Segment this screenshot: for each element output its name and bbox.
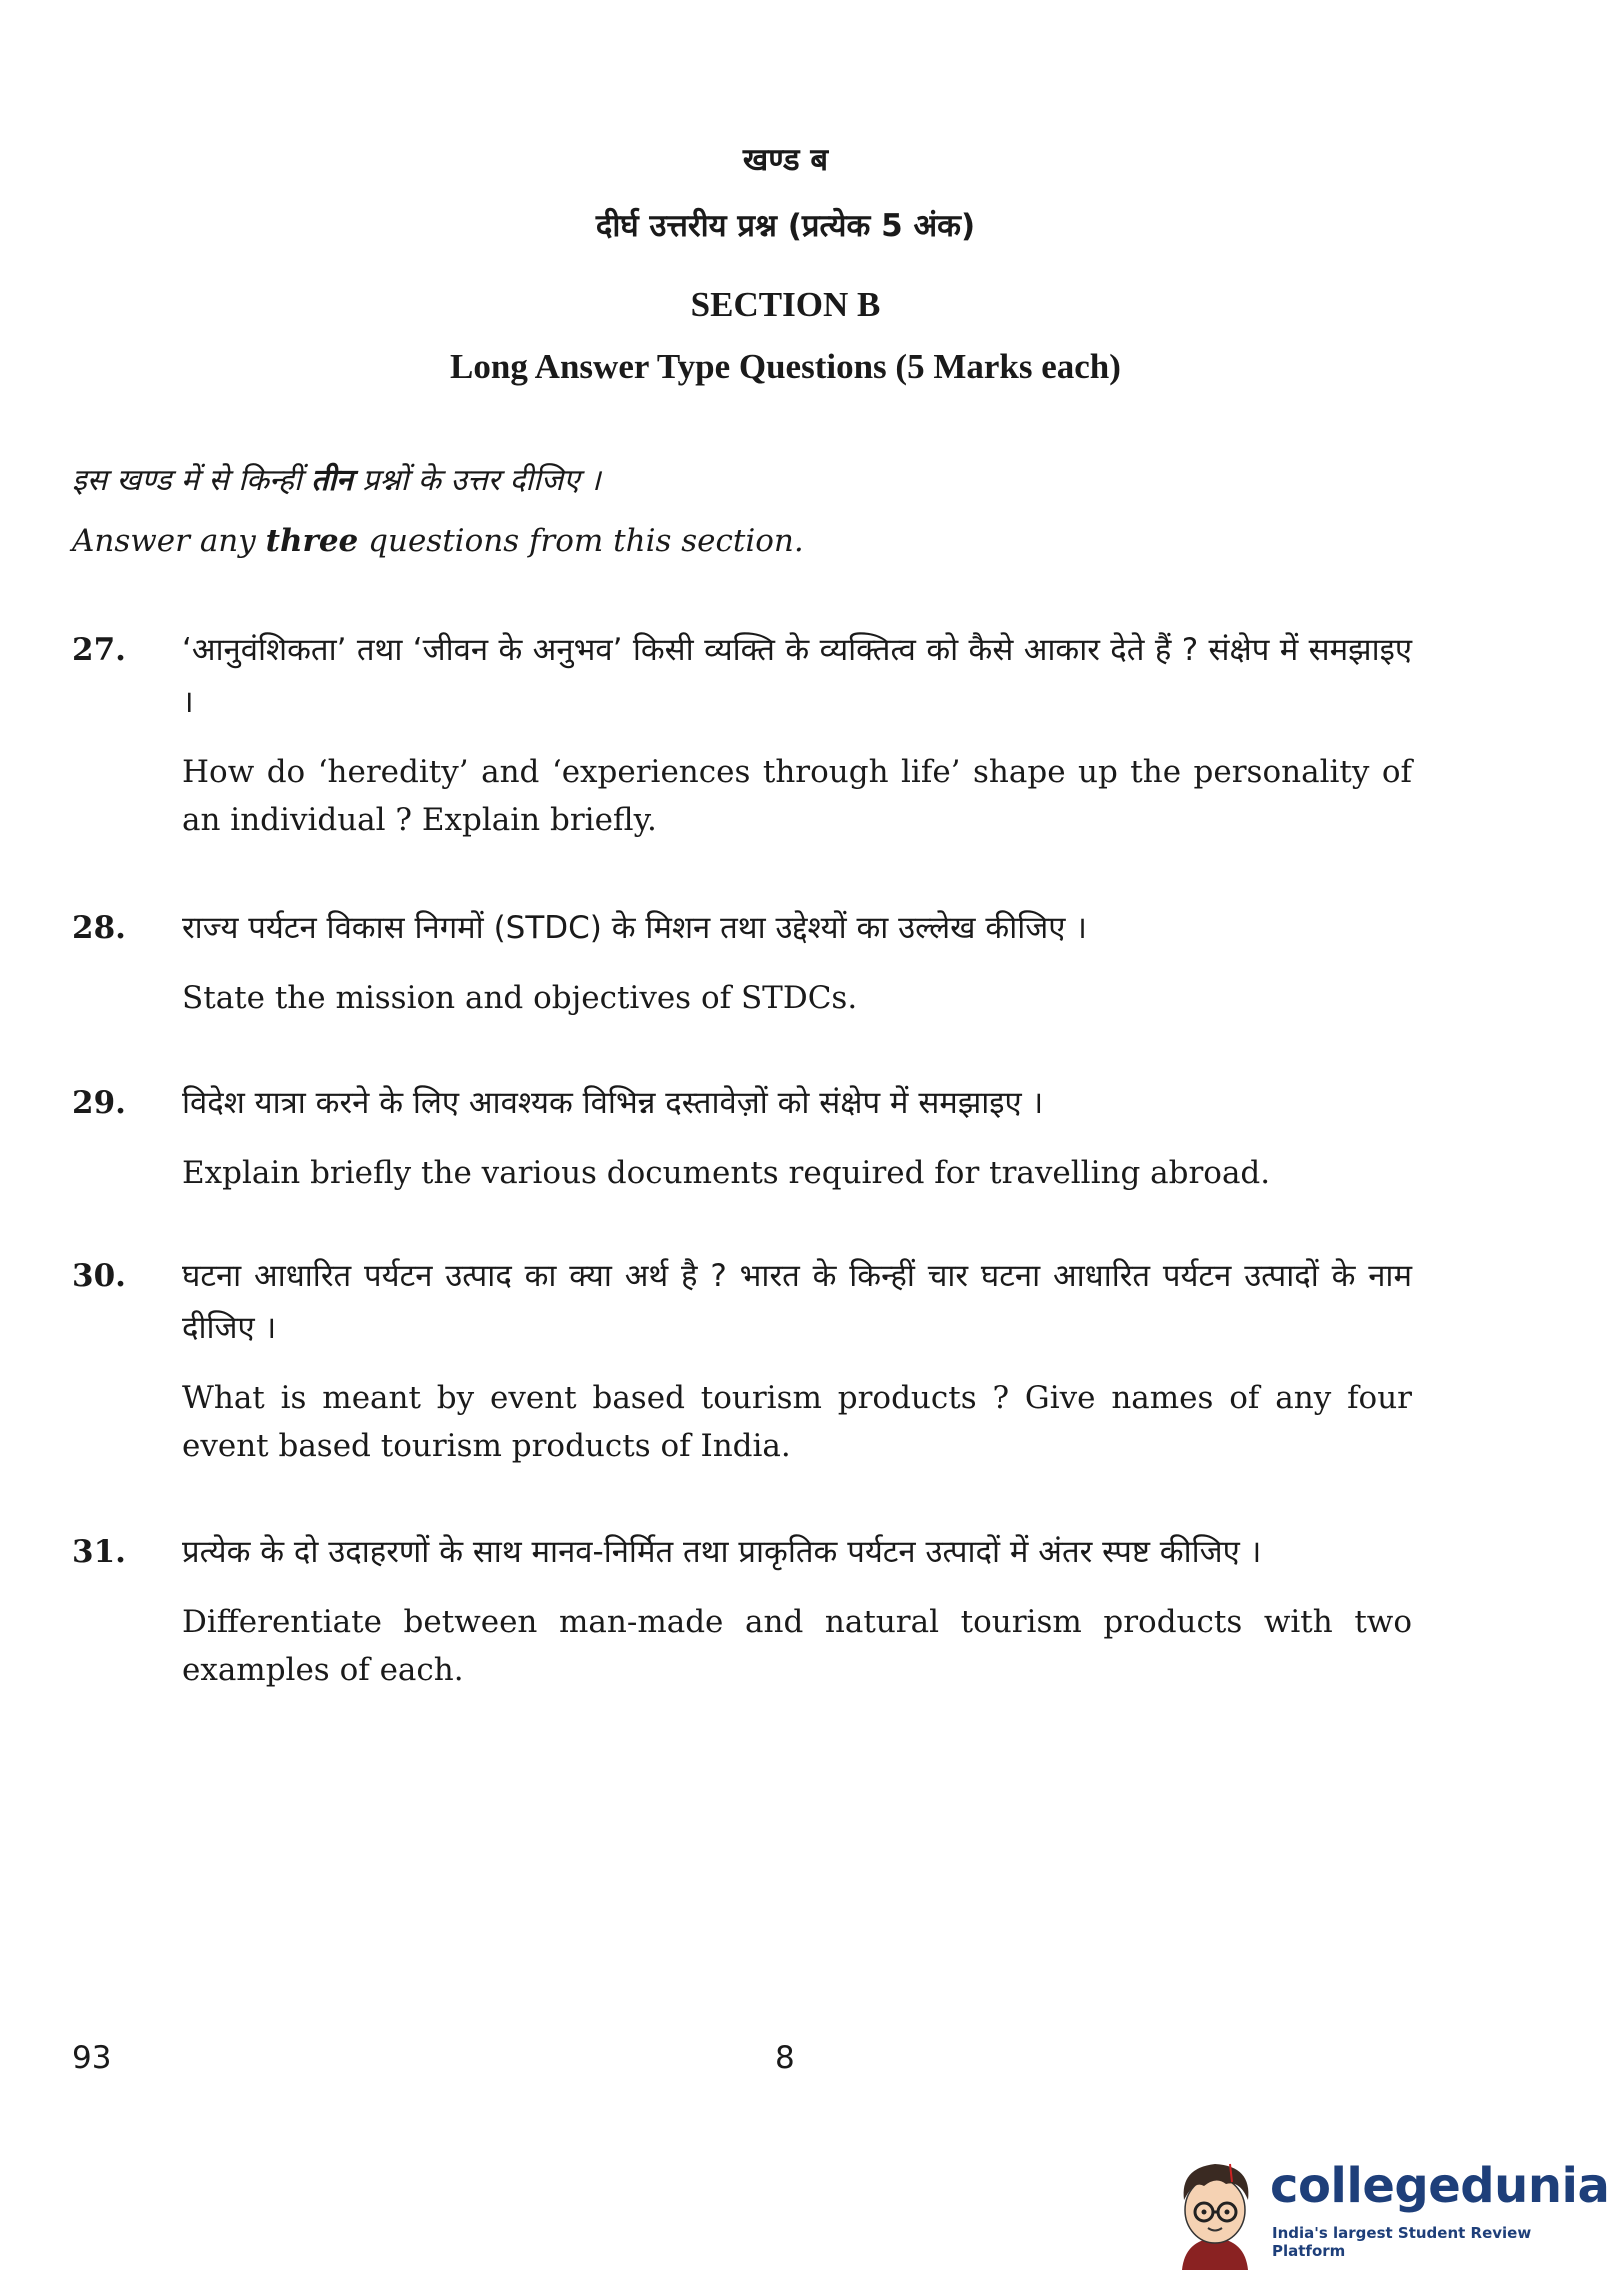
- question-body: [182, 1526, 1412, 1694]
- question-text-hindi: राज्य पर्यटन विकास निगमों (STDC) के मिशन तथा उद्देश्यों का उल्लेख कीजिए ।: [182, 910, 1087, 946]
- section-subtitle-english: Long Answer Type Questions (5 Marks each): [450, 347, 1121, 386]
- question-body: [182, 1077, 1412, 1197]
- question-text-english: How do ‘heredity’ and ‘experiences through life’ shape up the personality of an individual ? Explain briefly.: [182, 754, 1412, 838]
- instruction-hindi: [72, 458, 601, 499]
- question-text-hindi: प्रत्येक के दो उदाहरणों के साथ मानव-निर्मित तथा प्राकृतिक पर्यटन उत्पादों में अंतर स्पष्ट कीजिए ।: [182, 1534, 1262, 1570]
- instruction-hindi-text-end: प्रश्नों के उत्तर दीजिए ।: [352, 463, 601, 498]
- student-mascot-icon: [1160, 2140, 1270, 2270]
- page-number: 8: [775, 2040, 795, 2076]
- instruction-english-text: Answer any: [72, 523, 266, 559]
- question-number: 27.: [72, 632, 126, 668]
- brand-tagline: India's largest Student Review Platform: [1272, 2224, 1532, 2260]
- instruction-english: [72, 523, 804, 559]
- instruction-hindi-text: इस खण्ड में से किन्हीं: [72, 463, 312, 498]
- section-subtitle-hindi: दीर्घ उत्तरीय प्रश्न (प्रत्येक 5 अंक): [595, 208, 976, 244]
- question-text-hindi: विदेश यात्रा करने के लिए आवश्यक विभिन्न दस्तावेज़ों को संक्षेप में समझाइए ।: [182, 1085, 1044, 1121]
- question-text-english: Explain briefly the various documents required for travelling abroad.: [182, 1155, 1271, 1191]
- question-body: [182, 1250, 1412, 1470]
- instruction-english-bold: three: [265, 523, 359, 559]
- question-text-english: What is meant by event based tourism products ? Give names of any four event based tourism products of India.: [182, 1380, 1412, 1464]
- instruction-hindi-bold: तीन: [311, 463, 353, 498]
- brand-name: collegedunia: [1270, 2158, 1609, 2214]
- question-body: [182, 624, 1412, 844]
- question-text-hindi: ‘आनुवंशिकता’ तथा ‘जीवन के अनुभव’ किसी व्यक्ति के व्यक्तित्व को कैसे आकार देते हैं ? संक्षेप में समझाइए ।: [182, 632, 1412, 720]
- question-text-english: Differentiate between man-made and natural tourism products with two examples of each.: [182, 1604, 1412, 1688]
- question-body: [182, 902, 1412, 1022]
- section-title-english: SECTION B: [690, 285, 881, 324]
- question-text-hindi: घटना आधारित पर्यटन उत्पाद का क्या अर्थ है ? भारत के किन्हीं चार घटना आधारित पर्यटन उत्पादों के नाम दीजिए ।: [182, 1258, 1412, 1346]
- paper-code: 93: [72, 2040, 112, 2076]
- question-number: 29.: [72, 1085, 126, 1121]
- question-number: 28.: [72, 910, 126, 946]
- instruction-english-text-end: questions from this section.: [358, 523, 804, 559]
- question-number: 31.: [72, 1534, 126, 1570]
- section-title-hindi: खण्ड ब: [742, 142, 829, 178]
- question-text-english: State the mission and objectives of STDCs.: [182, 980, 858, 1016]
- question-number: 30.: [72, 1258, 126, 1294]
- collegedunia-logo: [1160, 2140, 1609, 2270]
